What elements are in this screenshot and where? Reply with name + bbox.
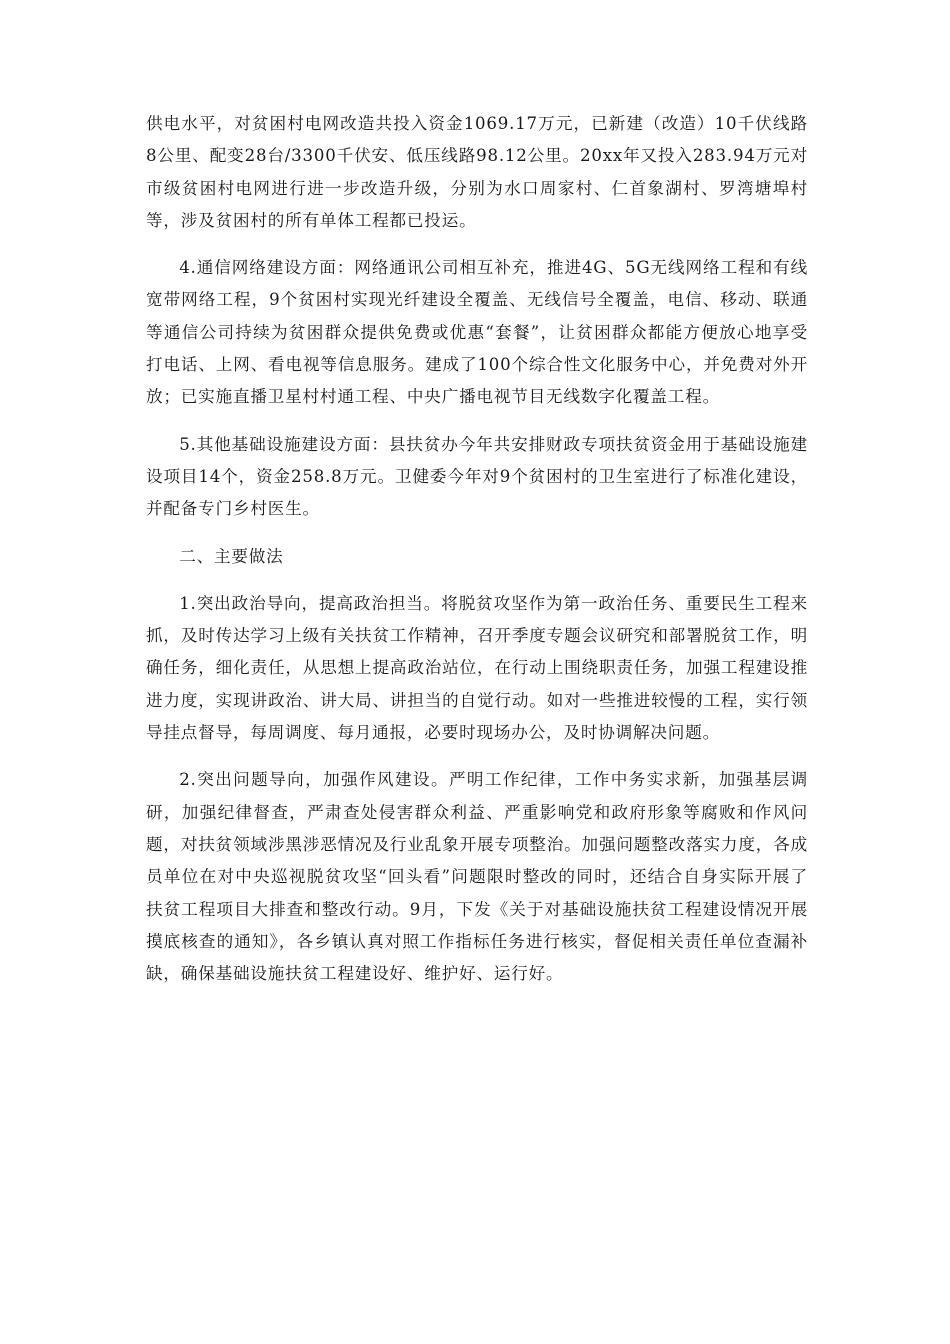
paragraph-spacer <box>146 414 808 429</box>
paragraph-problem-orientation: 2.突出问题导向，加强作风建设。严明工作纪律，工作中务实求新，加强基层调研，加强纪律督查，严肃查处侵害群众利益、严重影响党和政府形象等腐败和作风问题，对扶贫领域涉黑涉恶情况及行业乱象开展专项整治。加强问题整改落实力度，各成员单位在对中央巡视脱贫攻坚“回头看”问题限时整改的同时，还结合自身实际开展了扶贫工程项目大排查和整改行动。9月，下发《关于对基础设施扶贫工程建设情况开展摸底核查的通知》，各乡镇认真对照工作指标任务进行核实，督促相关责任单位查漏补缺，确保基础设施扶贫工程建设好、维护好、运行好。 <box>146 770 808 984</box>
paragraph-telecom-network: 4.通信网络建设方面：网络通讯公司相互补充，推进4G、5G无线网络工程和有线宽带网络工程，9个贫困村实现光纤建设全覆盖、无线信号全覆盖，电信、移动、联通等通信公司持续为贫困群众提供免费或优惠“套餐”，让贫困群众都能方便放心地享受打电话、上网、看电视等信息服务。建成了100个综合性文化服务中心，并免费对外开放；已实施直播卫星村村通工程、中央广播电视节目无线数字化覆盖工程。 <box>146 258 808 407</box>
document-page <box>146 108 808 990</box>
paragraph-other-infrastructure: 5.其他基础设施建设方面：县扶贫办今年共安排财政专项扶贫资金用于基础设施建设项目14个，资金258.8万元。卫健委今年对9个贫困村的卫生室进行了标准化建设，并配备专门乡村医生。 <box>146 434 808 519</box>
paragraph-political-orientation: 1.突出政治导向，提高政治担当。将脱贫攻坚作为第一政治任务、重要民生工程来抓，及时传达学习上级有关扶贫工作精神，召开季度专题会议研究和部署脱贫工作，明确任务，细化责任，从思想上提高政治站位，在行动上围绕职责任务，加强工程建设推进力度，实现讲政治、讲大局、讲担当的自觉行动。如对一些推进较慢的工程，实行领导挂点督导，每周调度、每月通报，必要时现场办公，及时协调解决问题。 <box>146 593 808 743</box>
paragraph-spacer <box>146 749 808 764</box>
paragraph-spacer <box>146 526 808 541</box>
section-heading-main-practices: 二、主要做法 <box>179 546 284 566</box>
paragraph-power-grid: 供电水平，对贫困村电网改造共投入资金1069.17万元，已新建（改造）10千伏线路8公里、配变28台/3300千伏安、低压线路98.12公里。20xx年又投入283.94万元对市级贫困村电网进行进一步改造升级，分别为水口周家村、仁首象湖村、罗湾塘埠村等，涉及贫困村的所有单体工程都已投运。 <box>146 114 808 230</box>
paragraph-spacer <box>146 573 808 588</box>
paragraph-spacer <box>146 237 808 252</box>
